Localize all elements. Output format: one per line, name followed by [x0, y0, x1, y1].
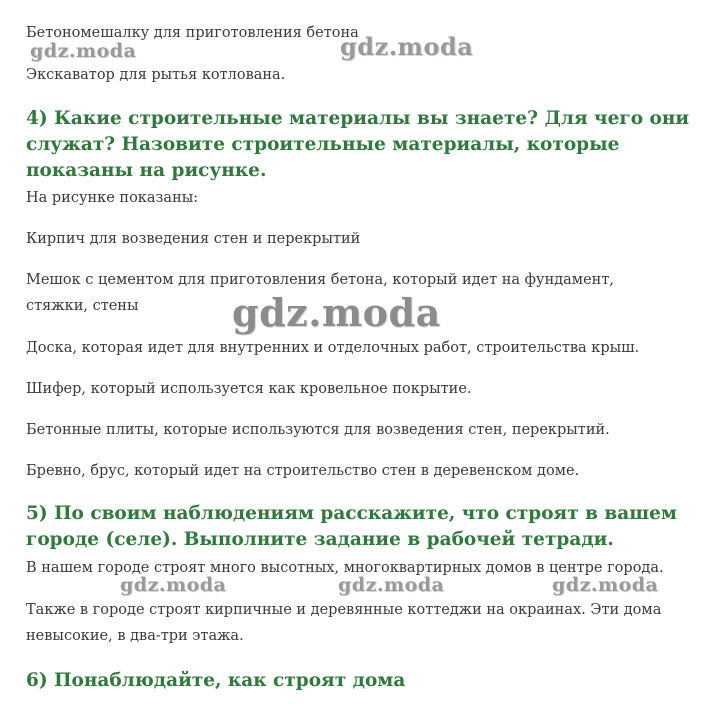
cut-off-question-6	[0, 662, 716, 691]
answer-line-excavator: Экскаватор для рытья котлована.	[26, 67, 286, 83]
answer-line-brick: Кирпич для возведения стен и перекрытий	[26, 231, 361, 247]
question-6-heading-fragment: 6) Понаблюдайте, как строят дома	[26, 670, 406, 691]
question-5-heading: 5) По своим наблюдениям расскажите, что строят в вашем городе (селе). Выполните задание в рабочей тетради.	[26, 503, 677, 550]
watermark: gdz.moda	[340, 32, 474, 61]
watermark: gdz.moda	[338, 574, 445, 596]
answer-line-slate: Шифер, который используется как кровельное покрытие.	[26, 381, 472, 397]
answer-line-concrete-mixer: Бетономешалку для приготовления бетона	[26, 25, 359, 41]
watermark: gdz.moda	[552, 574, 659, 596]
answer-line-timber: Бревно, брус, который идет на строительство стен в деревенском доме.	[26, 463, 580, 479]
answer-line-cement: Мешок с цементом для приготовления бетона, который идет на фундамент, стяжки, стены	[26, 272, 614, 314]
question-4-heading: 4) Какие строительные материалы вы знаете? Для чего они служат? Назовите строительные материалы, которые показаны на рисунке.	[26, 108, 690, 181]
answer-intro: На рисунке показаны:	[26, 190, 199, 206]
answer-line-concrete-slabs: Бетонные плиты, которые используются для возведения стен, перекрытий.	[26, 422, 610, 438]
answer-line-high-rise: В нашем городе строят много высотных, многоквартирных домов в центре города.	[26, 560, 664, 576]
watermark: gdz.moda	[232, 290, 441, 335]
watermark: gdz.moda	[120, 574, 227, 596]
answer-line-board: Доска, которая идет для внутренних и отделочных работ, строительства крыш.	[26, 340, 640, 356]
watermark: gdz.moda	[30, 40, 137, 62]
answer-line-cottages: Также в городе строят кирпичные и деревянные коттеджи на окраинах. Эти дома невысокие, в два-три этажа.	[26, 602, 662, 644]
cut-off-top-line	[0, 0, 716, 8]
